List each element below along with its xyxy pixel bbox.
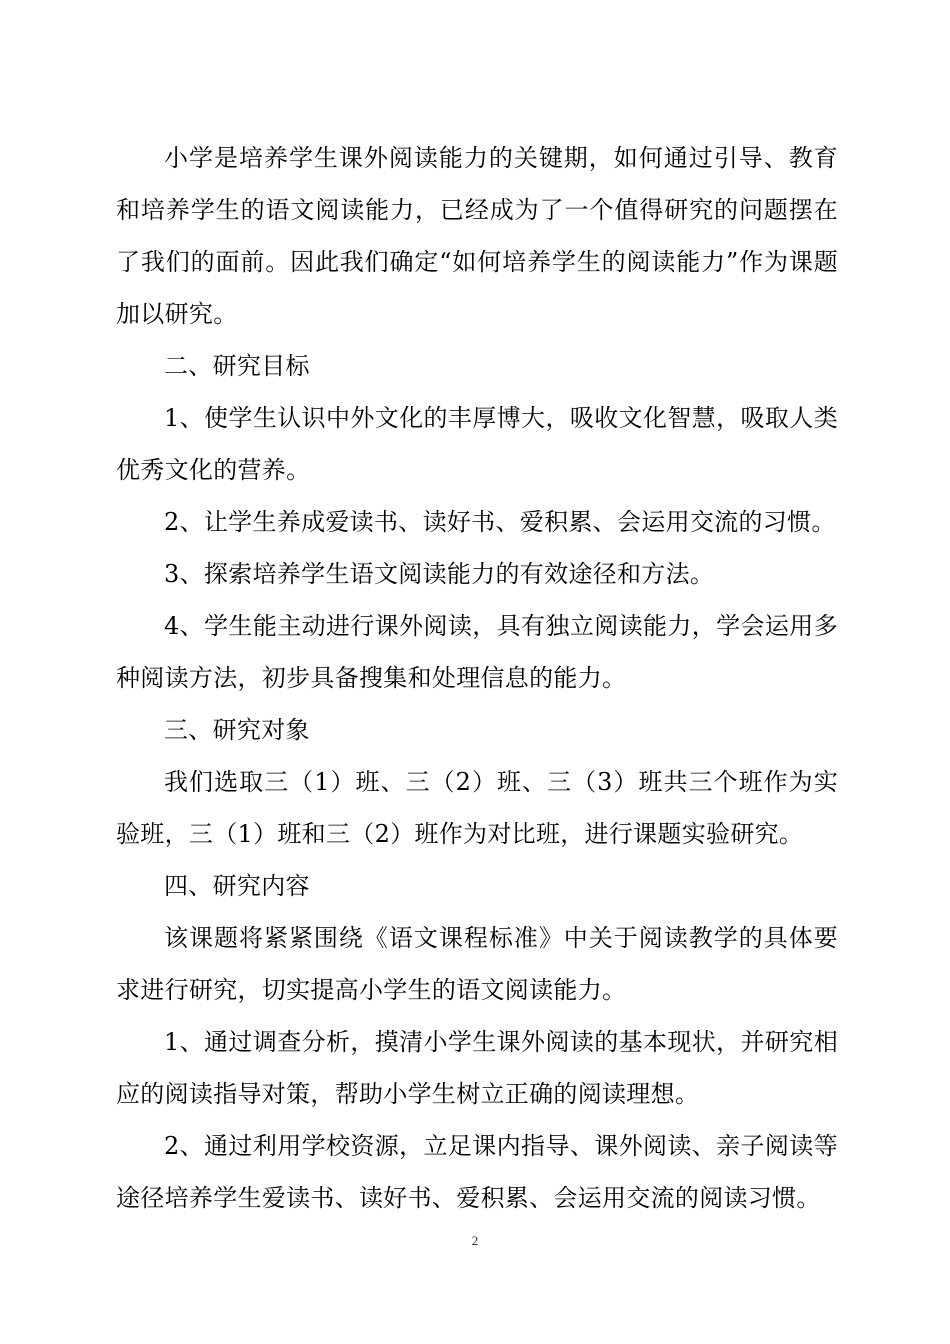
goal-item-1: 1、使学生认识中外文化的丰厚博大，吸收文化智慧，吸取人类优秀文化的营养。	[116, 404, 838, 484]
document-body	[116, 132, 838, 1224]
paragraph-intro: 小学是培养学生课外阅读能力的关键期，如何通过引导、教育和培养学生的语文阅读能力，已经成为了一个值得研究的问题摆在了我们的面前。因此我们确定“如何培养学生的阅读能力”作为课题加以研究。	[116, 144, 838, 328]
content-item-1: 1、通过调查分析，摸清小学生课外阅读的基本现状，并研究相应的阅读指导对策，帮助小学生树立正确的阅读理想。	[116, 1028, 838, 1108]
section-heading-subjects: 三、研究对象	[164, 716, 310, 744]
paragraph-content: 该课题将紧紧围绕《语文课程标准》中关于阅读教学的具体要求进行研究，切实提高小学生的语文阅读能力。	[116, 924, 838, 1004]
paragraph-subjects: 我们选取三（1）班、三（2）班、三（3）班共三个班作为实验班，三（1）班和三（2）班作为对比班，进行课题实验研究。	[116, 768, 838, 848]
content-item-2: 2、通过利用学校资源，立足课内指导、课外阅读、亲子阅读等途径培养学生爱读书、读好书、爱积累、会运用交流的阅读习惯。	[116, 1132, 838, 1212]
goal-item-2: 2、让学生养成爱读书、读好书、爱积累、会运用交流的习惯。	[164, 508, 836, 536]
goal-item-3: 3、探索培养学生语文阅读能力的有效途径和方法。	[164, 560, 715, 588]
section-heading-content: 四、研究内容	[164, 872, 310, 900]
page-number: 2	[471, 1233, 479, 1248]
section-heading-goals: 二、研究目标	[164, 352, 310, 380]
goal-item-4: 4、学生能主动进行课外阅读，具有独立阅读能力，学会运用多种阅读方法，初步具备搜集和处理信息的能力。	[116, 612, 838, 692]
